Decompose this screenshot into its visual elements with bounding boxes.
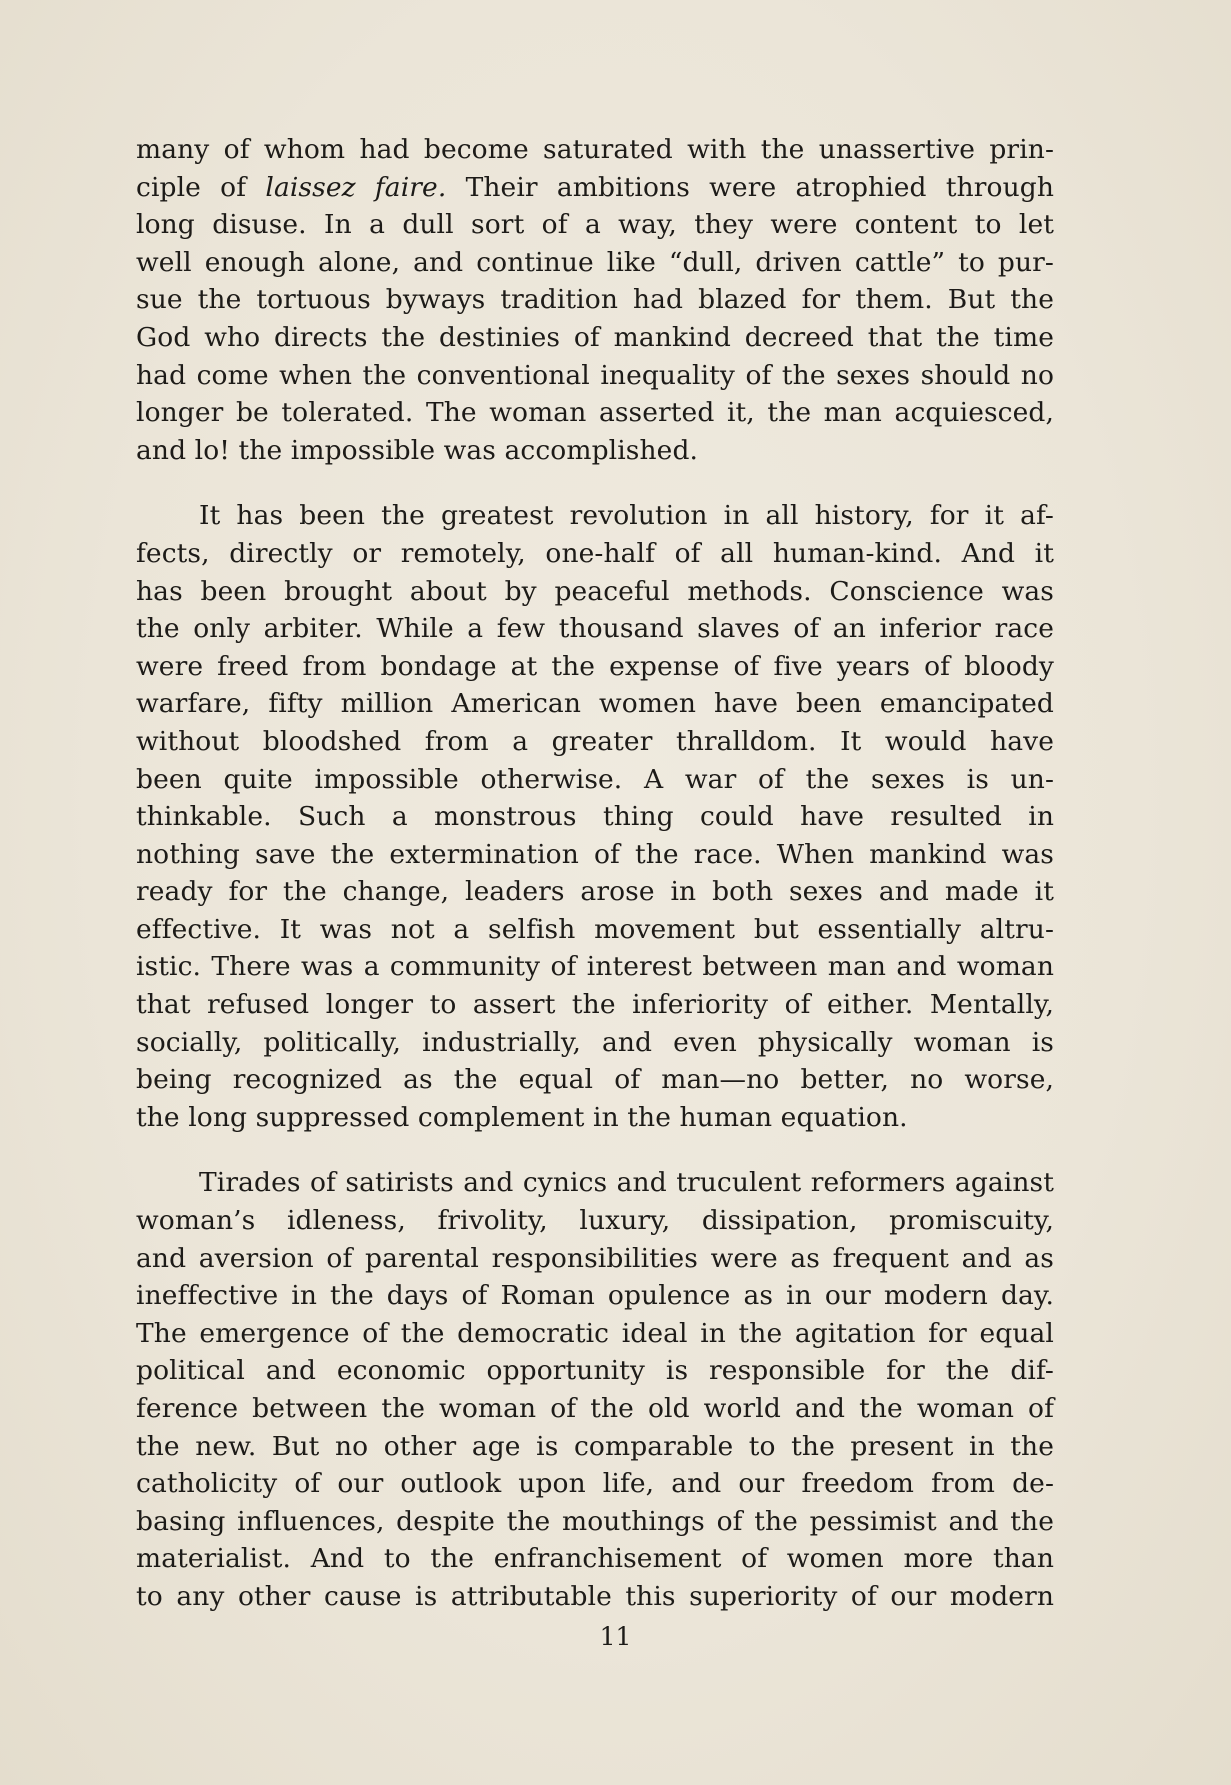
paragraph <box>136 131 1054 469</box>
text-line: the long suppressed complement in the human equation. <box>136 1101 908 1133</box>
text-line: without bloodshed from a greater thralldom. It would have <box>136 725 1054 757</box>
text-line: ready for the change, leaders arose in both sexes and made it <box>136 876 1054 908</box>
page-number: 11 <box>599 1622 632 1651</box>
text-line: ciple of laissez faire. Their ambitions were atrophied through <box>136 171 1054 203</box>
text-line: and aversion of parental responsibilities were as frequent and as <box>136 1242 1054 1274</box>
text-line: the new. But no other age is comparable to the present in the <box>136 1430 1054 1462</box>
text-line: The emergence of the democratic ideal in the agitation for equal <box>136 1317 1054 1349</box>
text-line: ineffective in the days of Roman opulence as in our modern day. <box>136 1280 1054 1312</box>
text-line: longer be tolerated. The woman asserted it, the man acquiesced, <box>136 397 1054 429</box>
text-line: warfare, fifty million American women have been emancipated <box>136 688 1054 720</box>
text-line: that refused longer to assert the inferiority of either. Mentally, <box>136 989 1054 1021</box>
text-line: being recognized as the equal of man—no better, no worse, <box>136 1064 1054 1096</box>
text-line: Tirades of satirists and cynics and truculent reformers against <box>199 1167 1054 1199</box>
text-line: fects, directly or remotely, one-half of all human-kind. And it <box>136 537 1054 569</box>
text-line: sue the tortuous byways tradition had blazed for them. But the <box>136 284 1054 316</box>
paragraph <box>136 1164 1054 1615</box>
text-line: well enough alone, and continue like “dull, driven cattle” to pur- <box>136 246 1054 278</box>
text-line: to any other cause is attributable this superiority of our modern <box>136 1580 1054 1612</box>
text-line: and lo! the impossible was accomplished. <box>136 434 699 466</box>
text-line: thinkable. Such a monstrous thing could have resulted in <box>136 801 1054 833</box>
text-line: nothing save the extermination of the race. When mankind was <box>136 838 1054 870</box>
text-line: many of whom had become saturated with the unassertive prin- <box>136 134 1054 165</box>
text-line: socially, politically, industrially, and even physically woman is <box>136 1026 1054 1058</box>
paragraph <box>136 497 1054 1136</box>
text-line: had come when the conventional inequality of the sexes should no <box>136 359 1054 391</box>
text-line: effective. It was not a selfish movement but essentially altru- <box>136 913 1054 945</box>
text-line: God who directs the destinies of mankind decreed that the time <box>136 321 1054 353</box>
text-line: It has been the greatest revolution in all history, for it af- <box>199 500 1054 532</box>
text-line: catholicity of our outlook upon life, and our freedom from de- <box>136 1468 1054 1500</box>
text-line: materialist. And to the enfranchisement of women more than <box>136 1543 1054 1575</box>
text-line: were freed from bondage at the expense of five years of bloody <box>136 650 1054 682</box>
text-line: political and economic opportunity is responsible for the dif- <box>136 1355 1054 1387</box>
text-line: ference between the woman of the old world and the woman of <box>136 1393 1054 1424</box>
body-text <box>136 131 1054 1616</box>
text-line: istic. There was a community of interest between man and woman <box>136 951 1054 983</box>
text-line: basing influences, despite the mouthings of the pessimist and the <box>136 1505 1054 1537</box>
text-line: been quite impossible otherwise. A war of the sexes is un- <box>136 763 1054 795</box>
text-line: long disuse. In a dull sort of a way, they were content to let <box>136 209 1054 241</box>
text-line: woman’s idleness, frivolity, luxury, dissipation, promiscuity, <box>136 1205 1054 1237</box>
text-line: has been brought about by peaceful methods. Conscience was <box>136 575 1054 607</box>
text-line: the only arbiter. While a few thousand slaves of an inferior race <box>136 613 1054 645</box>
